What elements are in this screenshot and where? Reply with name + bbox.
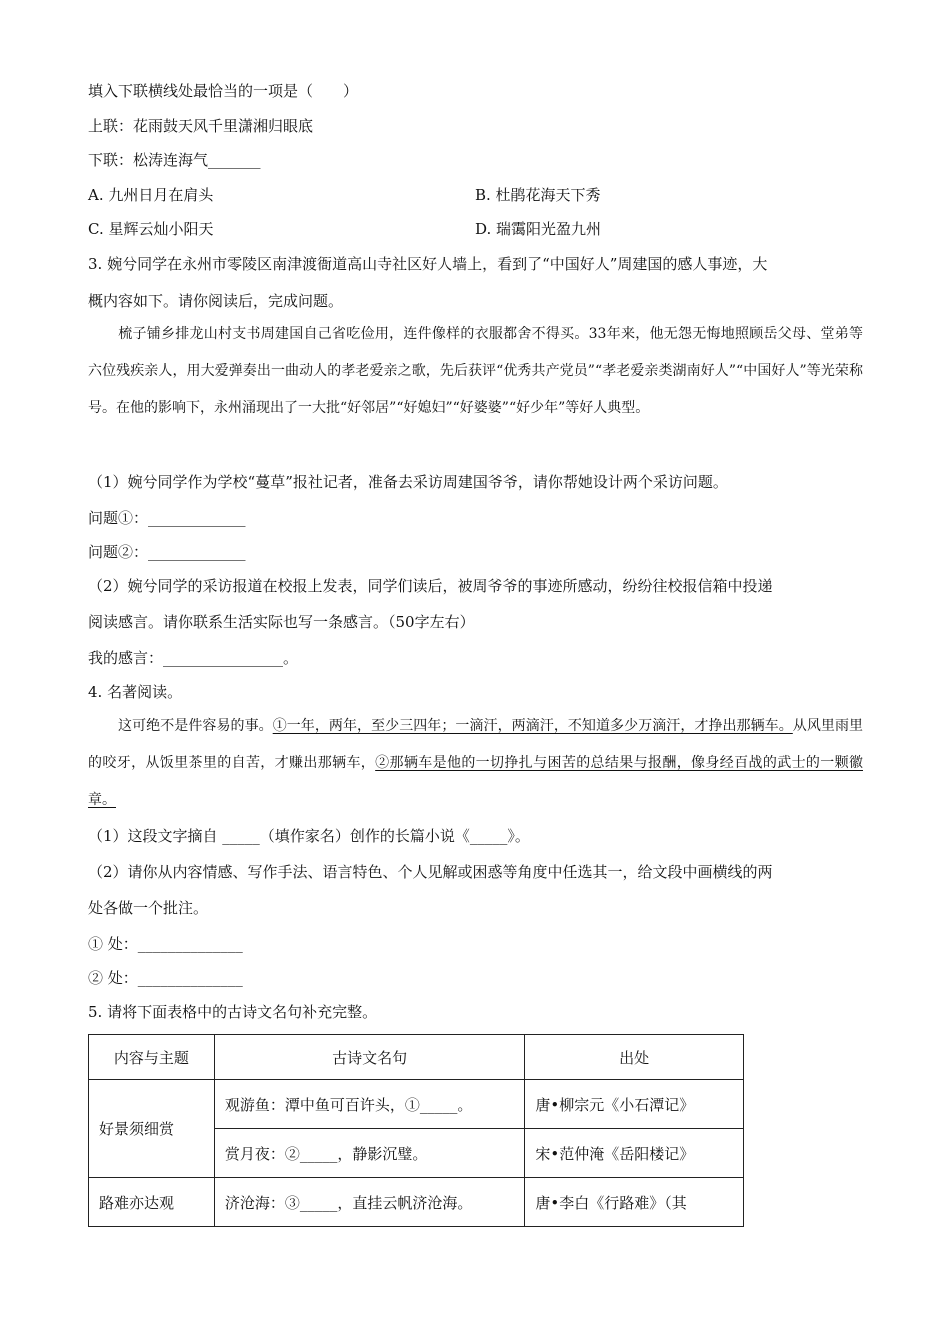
q2-prompt: 填入下联横线处最恰当的一项是（ ） [88, 82, 359, 100]
source-cell: 宋•范仲淹《岳阳楼记》 [525, 1129, 744, 1178]
table-row [89, 1178, 744, 1227]
q4-underline-1: ①一年，两年，至少三四年；一滴汗，两滴汗，不知道多少万滴汗，才挣出那辆车。 [272, 718, 793, 734]
q4-underline-2: ②那辆车是他的一切挣扎与困苦的总结果与报酬，像身经百战的武士的一颗徽章。 [88, 755, 863, 808]
q2-option-b: B. 杜鹃花海天下秀 [475, 186, 601, 204]
poem-line-cell: 观游鱼：潭中鱼可百许头，①_____。 [214, 1080, 525, 1129]
q5-poem-table [88, 1034, 744, 1227]
theme-cell: 路难亦达观 [89, 1178, 215, 1227]
header-poem-line: 古诗文名句 [214, 1035, 525, 1080]
q4-passage [88, 708, 863, 819]
q3-passage [88, 316, 863, 427]
q3-intro-line1: 3. 婉兮同学在永州市零陵区南津渡衙道高山寺社区好人墙上，看到了“中国好人”周建国的感人事迹，大 [88, 255, 768, 273]
table-header-row [89, 1035, 744, 1080]
poem-line-cell: 赏月夜：②_____，静影沉璧。 [214, 1129, 525, 1178]
q4-sub2-line1: （2）请你从内容情感、写作手法、语言特色、个人见解或困惑等角度中任选其一，给文段中画横线的两 [88, 863, 773, 881]
q4-sub2-line2: 处各做一个批注。 [88, 899, 209, 917]
q2-option-d: D. 瑞霭阳光盈九州 [475, 220, 602, 238]
q4-sub1: （1）这段文字摘自 _____（填作家名）创作的长篇小说《_____》。 [88, 827, 530, 845]
q3-sub1: （1）婉兮同学作为学校“蔓草”报社记者，准备去采访周建国爷爷，请你帮她设计两个采访问题。 [88, 473, 728, 491]
source-cell: 唐•柳宗元《小石潭记》 [525, 1080, 744, 1129]
q3-feeling: 我的感言：________________。 [88, 649, 299, 667]
header-theme: 内容与主题 [89, 1035, 215, 1080]
q4-note1: ① 处：______________ [88, 935, 243, 953]
header-source: 出处 [525, 1035, 744, 1080]
poem-line-cell: 济沧海：③_____，直挂云帆济沧海。 [214, 1178, 525, 1227]
q2-option-c: C. 星辉云灿小阳天 [88, 220, 214, 238]
q3-question1: 问题①：_____________ [88, 509, 246, 527]
q4-passage-mid: 从风里雨里的咬牙，从饭里茶里的自苦，才赚出那辆车， [88, 718, 864, 771]
q4-passage-start: 这可绝不是件容易的事。 [118, 718, 273, 734]
q2-lower-couplet: 下联：松涛连海气_______ [88, 151, 261, 169]
q5-title: 5. 请将下面表格中的古诗文名句补充完整。 [88, 1003, 378, 1021]
theme-cell: 好景须细赏 [89, 1080, 215, 1178]
table-row [89, 1080, 744, 1129]
q4-note2: ② 处：______________ [88, 969, 243, 987]
q3-sub2-line1: （2）婉兮同学的采访报道在校报上发表，同学们读后，被周爷爷的事迹所感动，纷纷往校报信箱中投递 [88, 577, 773, 595]
q3-intro-line2: 概内容如下。请你阅读后，完成问题。 [88, 292, 344, 310]
q3-passage-text: 梳子铺乡排龙山村支书周建国自己省吃俭用，连件像样的衣服都舍不得买。33年来，他无怨无悔地照顾岳父母、堂弟等六位残疾亲人，用大爱弹奏出一曲动人的孝老爱亲之歌，先后获评“优秀共产党员”“孝老爱亲类湖南好人”“中国好人”等光荣称号。在他的影响下，永州涌现出了一大批“好邻居”“好媳妇”“好婆婆”“好少年”等好人典型。 [88, 326, 863, 416]
q3-sub2-line2: 阅读感言。请你联系生活实际也写一条感言。（50字左右） [88, 613, 475, 631]
q2-upper-couplet: 上联：花雨鼓天风千里潇湘归眼底 [88, 117, 314, 135]
q4-title: 4. 名著阅读。 [88, 683, 183, 701]
q3-question2: 问题②：_____________ [88, 543, 246, 561]
q2-option-a: A. 九州日月在肩头 [88, 186, 214, 204]
source-cell: 唐•李白《行路难》（其 [525, 1178, 744, 1227]
